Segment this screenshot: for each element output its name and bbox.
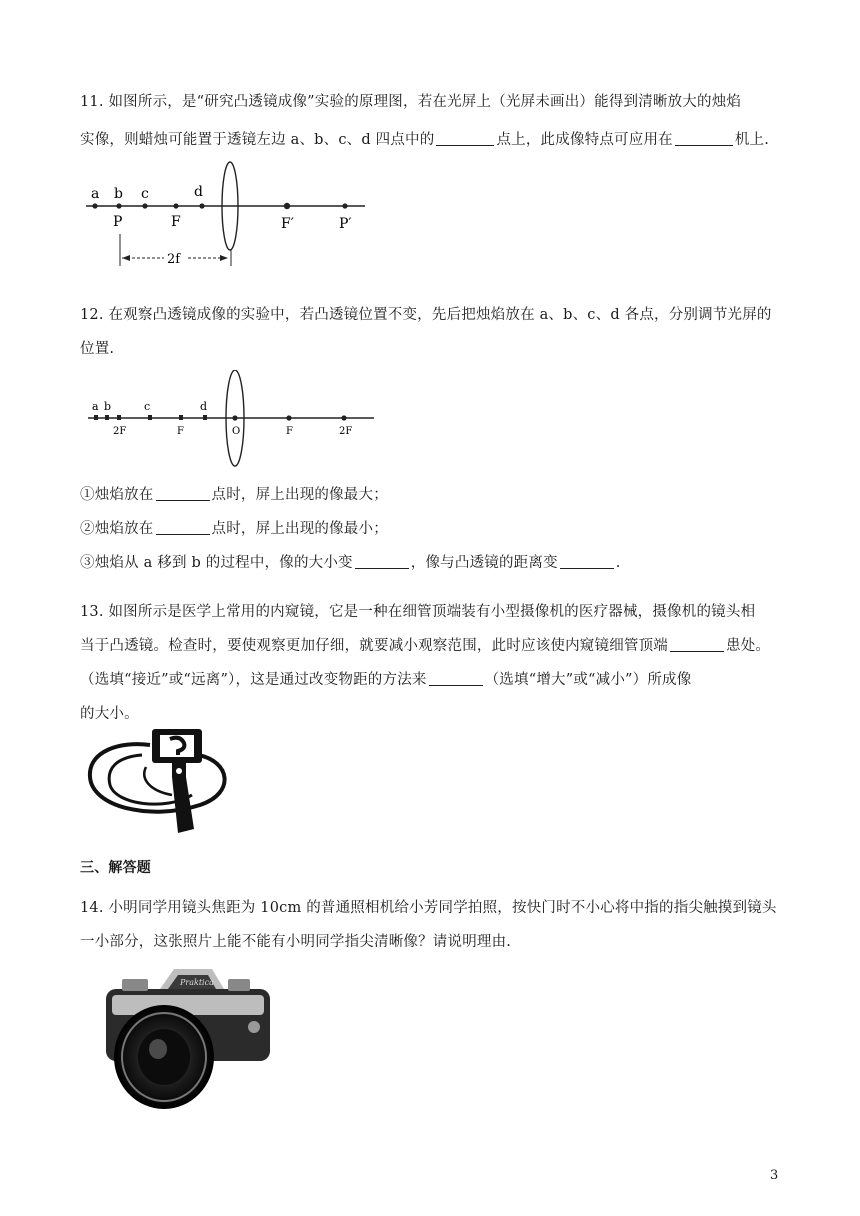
q12-label-2F-left: 2F	[113, 426, 127, 437]
q12-sub3-text-a: ③烛焰从 a 移到 b 的过程中，像的大小变	[80, 555, 353, 571]
q12-sub2	[80, 519, 780, 539]
q12-point-F-right	[286, 415, 291, 420]
q11-text-b: 点上，此成像特点可应用在	[496, 132, 673, 148]
q14-line1: 14. 小明同学用镜头焦距为 10cm 的普通照相机给小芳同学拍照，按快门时不小心将中指的指尖触摸到镜头	[80, 900, 777, 916]
q11-label-c: c	[141, 186, 149, 202]
q12-point-a	[94, 415, 98, 420]
q12-sub3	[80, 553, 780, 573]
q11-point-F-prime	[284, 203, 290, 209]
q11-label-b: b	[114, 186, 123, 202]
q13-blank-1[interactable]	[670, 637, 724, 652]
q12-label-c: c	[144, 400, 151, 413]
q14-line2: 一小部分，这张照片上能不能有小明同学指尖清晰像？请说明理由.	[80, 934, 512, 950]
q11-label-F-prime: F′	[281, 216, 294, 232]
q12-point-F-left	[179, 415, 183, 420]
q12-label-F-right: F	[286, 426, 293, 437]
q11-point-b	[116, 203, 121, 208]
q11-point-c	[142, 203, 147, 208]
q12-sub3-text-c: .	[615, 555, 621, 571]
q11-point-a	[92, 203, 97, 208]
q12-label-d: d	[200, 400, 208, 413]
q12-point-d	[203, 415, 207, 420]
q12-point-2F-left	[117, 415, 121, 420]
q12-label-a: a	[92, 400, 99, 413]
q12-label-2F-right: 2F	[339, 426, 353, 437]
q12-label-F-left: F	[177, 426, 184, 437]
q12-sub2-text-a: ②烛焰放在	[80, 521, 154, 537]
q11-label-2f: 2f	[167, 252, 181, 267]
q11-blank-2[interactable]	[675, 131, 733, 146]
page-number: 3	[770, 1168, 779, 1183]
q12-sub3-text-b: ，像与凸透镜的距离变	[410, 555, 558, 571]
q13-line2	[80, 636, 780, 656]
q11-lens-diagram	[80, 158, 370, 270]
q13-text-d: （选填“增大”或“减小”）所成像	[484, 672, 692, 688]
q12-lens-diagram	[86, 370, 376, 470]
q11-point-d	[199, 203, 204, 208]
q11-point-F	[173, 203, 178, 208]
camera-image	[104, 965, 274, 1115]
q11-text-c: 机上.	[734, 132, 770, 148]
section-heading: 三、解答题	[80, 860, 151, 876]
q12-sub1-text-b: 点时，屏上出现的像最大；	[211, 487, 388, 503]
q12-point-O	[232, 415, 237, 420]
camera-brand-text: Praktica	[180, 978, 214, 987]
q11-label-F: F	[171, 214, 181, 230]
q12-point-2F-right	[341, 415, 346, 420]
q11-label-d: d	[194, 184, 203, 200]
q11-label-a: a	[91, 186, 100, 202]
q12-blank-2[interactable]	[156, 520, 210, 535]
q12-sub1	[80, 485, 780, 505]
q12-label-O: O	[232, 426, 241, 437]
q11-line1: 11. 如图所示，是“研究凸透镜成像”实验的原理图，若在光屏上（光屏未画出）能得到清晰放大的烛焰	[80, 94, 742, 110]
q12-line2: 位置.	[80, 341, 115, 357]
q13-text-b: 患处。	[726, 638, 771, 654]
q13-text-a: 当于凸透镜。检查时，要使观察更加仔细，就要减小观察范围，此时应该使内窥镜细管顶端	[80, 638, 668, 654]
q11-text-a: 实像，则蜡烛可能置于透镜左边 a、b、c、d 四点中的	[80, 132, 435, 148]
q13-blank-2[interactable]	[429, 671, 483, 686]
q12-point-c	[148, 415, 152, 420]
q11-line2	[80, 130, 780, 150]
q11-label-P: P	[113, 214, 123, 230]
q13-line1: 13. 如图所示是医学上常用的内窥镜，它是一种在细管顶端装有小型摄像机的医疗器械，摄像机的镜头相	[80, 604, 756, 620]
q12-point-b	[105, 415, 109, 420]
q12-blank-3[interactable]	[355, 554, 409, 569]
q13-line3	[80, 670, 780, 690]
q13-line4: 的大小。	[80, 706, 139, 722]
q12-blank-4[interactable]	[560, 554, 614, 569]
q11-blank-1[interactable]	[436, 131, 494, 146]
q11-label-P-prime: P′	[339, 216, 352, 232]
q13-text-c: （选填“接近”或“远离”），这是通过改变物距的方法来	[80, 672, 427, 688]
q12-sub2-text-b: 点时，屏上出现的像最小；	[211, 521, 388, 537]
q12-label-b: b	[104, 400, 112, 413]
q12-blank-1[interactable]	[156, 486, 210, 501]
q11-point-P-prime	[342, 203, 347, 208]
q12-line1: 12. 在观察凸透镜成像的实验中，若凸透镜位置不变，先后把烛焰放在 a、b、c、d 各点，分别调节光屏的	[80, 307, 772, 323]
endoscope-image	[80, 725, 238, 837]
q12-sub1-text-a: ①烛焰放在	[80, 487, 154, 503]
